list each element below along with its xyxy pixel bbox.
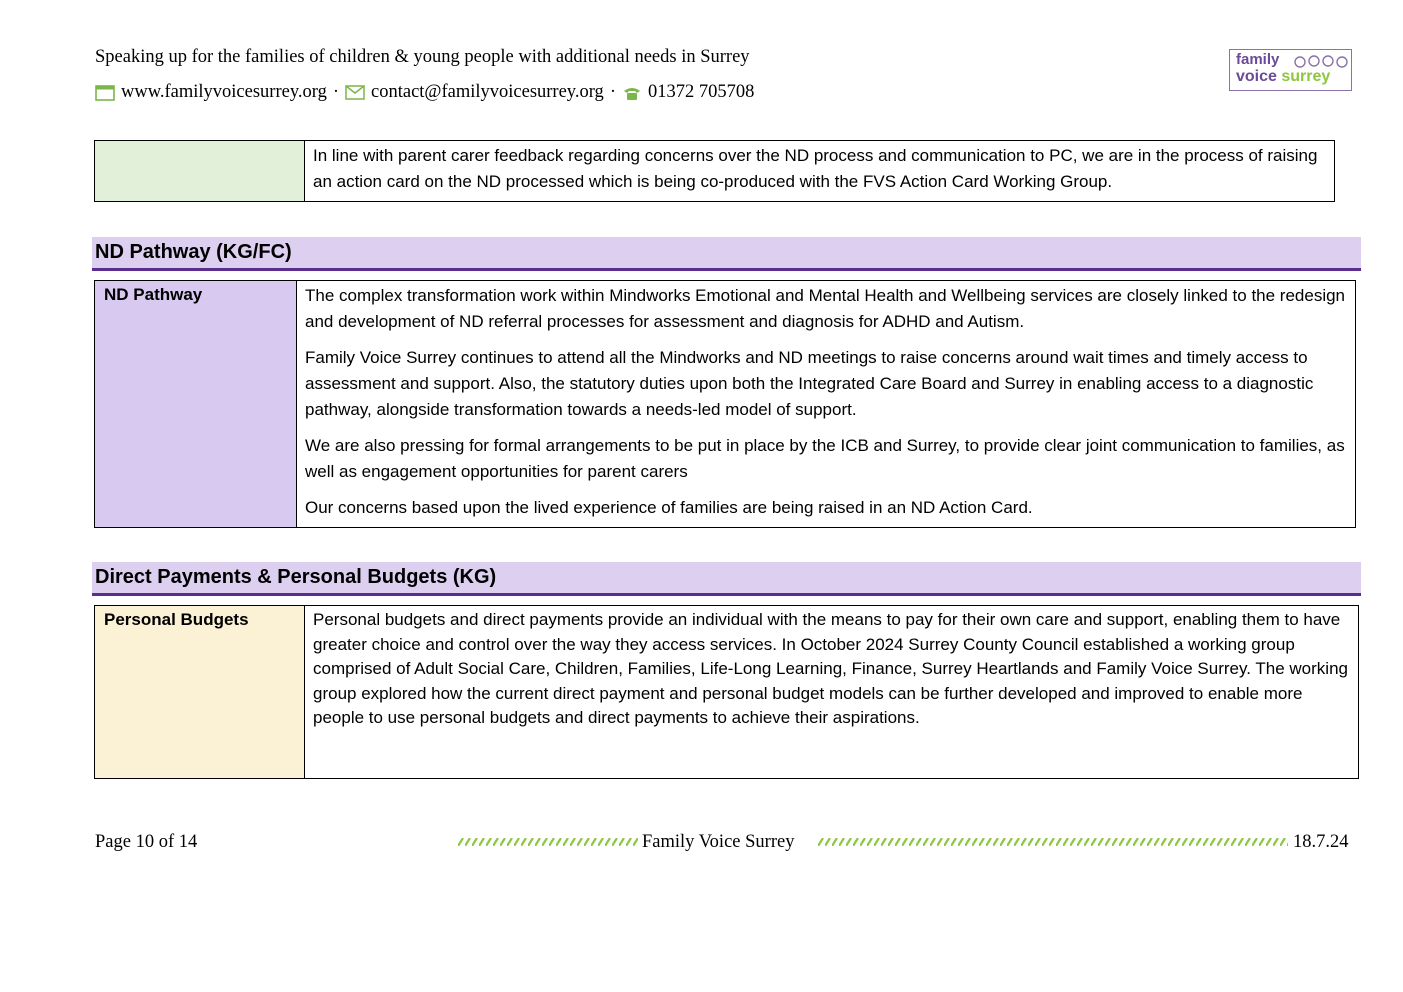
footer-org: Family Voice Surrey xyxy=(642,832,795,852)
logo-line1: family xyxy=(1236,51,1280,68)
contact-separator: · xyxy=(609,82,616,102)
browser-window-icon xyxy=(95,85,115,101)
phone-number: 01372 705708 xyxy=(647,82,755,102)
logo-line2a: voice xyxy=(1236,68,1277,85)
nd-pathway-text-cell xyxy=(297,281,1356,528)
envelope-icon xyxy=(345,85,365,100)
contact-line xyxy=(95,82,754,103)
nd-pathway-paragraph: Family Voice Surrey continues to attend all the Mindworks and ND meetings to raise concerns around wait times and timely access to assessment and support. Also, the statutory duties upon both the Integrated Care Board and Surrey in enabling access to a diagnostic pathway, alongside transformation towards a needs-led model of support. xyxy=(305,348,1314,419)
logo-line2b: surrey xyxy=(1281,68,1331,85)
nd-pathway-label: ND Pathway xyxy=(95,281,297,528)
nd-pathway-paragraph: Our concerns based upon the lived experience of families are being raised in an ND Action Card. xyxy=(305,498,1033,517)
email-link[interactable]: contact@familyvoicesurrey.org xyxy=(371,82,604,102)
header-tagline: Speaking up for the families of children & young people with additional needs in Surrey xyxy=(95,47,750,67)
continued-text-cell xyxy=(305,141,1335,202)
footer-date: 18.7.24 xyxy=(1293,832,1349,852)
personal-budgets-table xyxy=(94,605,1359,779)
nd-pathway-paragraph: The complex transformation work within Mindworks Emotional and Mental Health and Wellbeing services are closely linked to the redesign and development of ND referral processes for assessment and diagnosis for ADHD and Autism. xyxy=(305,286,1346,331)
footer-stripe-right xyxy=(818,838,1288,846)
section-heading-direct-payments: Direct Payments & Personal Budgets (KG) xyxy=(92,562,1361,596)
family-voice-surrey-logo xyxy=(1229,49,1352,91)
footer-stripe-left xyxy=(458,838,638,846)
personal-budgets-text-cell xyxy=(305,606,1359,779)
continued-table xyxy=(94,140,1335,202)
continued-text: In line with parent carer feedback regarding concerns over the ND process and communication to PC, we are in the process of raising an action card on the ND processed which is being co-produced with the FVS Action Card Working Group. xyxy=(313,146,1318,191)
page-number: Page 10 of 14 xyxy=(95,832,198,852)
personal-budgets-paragraph: Personal budgets and direct payments provide an individual with the means to pay for their own care and support, enabling them to have greater choice and control over the way they access services. In October 2024 Surrey County Council established a working group comprised of Adult Social Care, Children, Families, Life-Long Learning, Finance, Surrey Heartlands and Family Voice Surrey. The working group explored how the current direct payment and personal budget models can be further developed and improved to enable more people to use personal budgets and direct payments to achieve their aspirations. xyxy=(313,610,1348,727)
telephone-icon xyxy=(622,85,642,101)
website-link[interactable]: www.familyvoicesurrey.org xyxy=(121,82,327,102)
logo-faces-icon xyxy=(1292,54,1350,68)
contact-separator: · xyxy=(332,82,340,102)
personal-budgets-label: Personal Budgets xyxy=(95,606,305,779)
section-heading-nd-pathway: ND Pathway (KG/FC) xyxy=(92,237,1361,271)
nd-pathway-paragraph: We are also pressing for formal arrangements to be put in place by the ICB and Surrey, to provide clear joint communication to families, as well as engagement opportunities for parent carers xyxy=(305,436,1345,481)
nd-pathway-table xyxy=(94,280,1356,528)
continued-label-cell xyxy=(95,141,305,202)
